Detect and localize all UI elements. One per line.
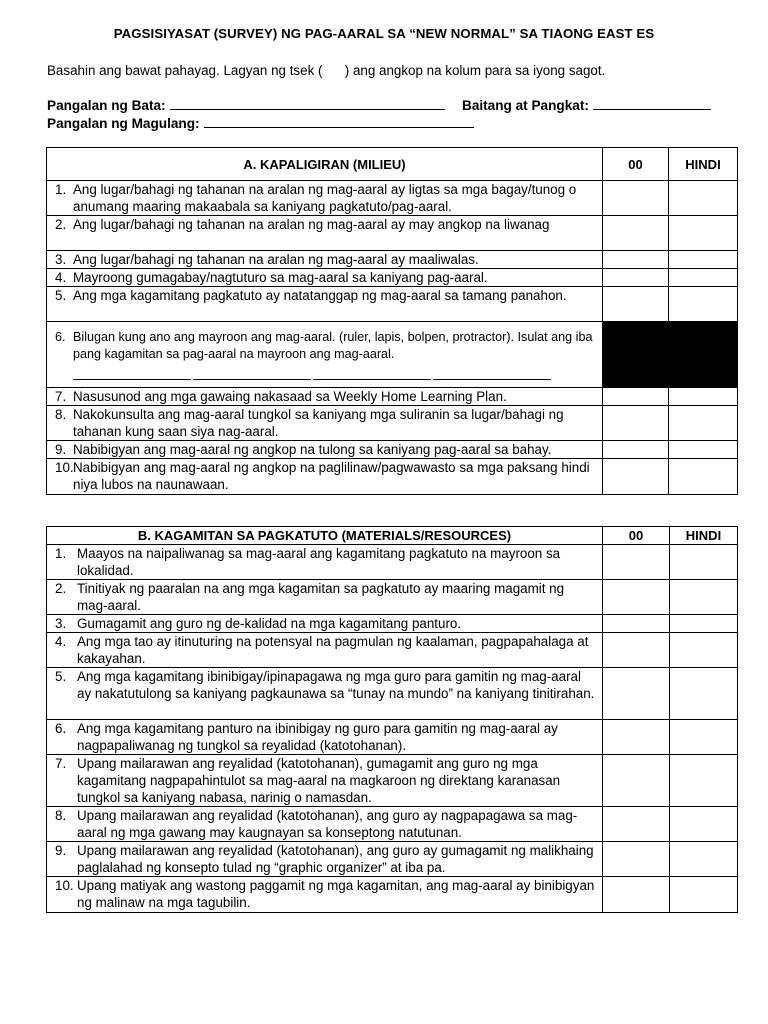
table-row	[47, 755, 738, 807]
table-row	[47, 441, 738, 459]
item-text: Ang lugar/bahagi ng tahanan na aralan ng mag-aaral ay maaliwalas.	[73, 252, 479, 267]
table-row	[47, 545, 738, 580]
item-text: Upang mailarawan ang reyalidad (katotohanan), gumagamit ang guro ng mga kagamitang nagpapahintulot sa mag-aaral na magkaroon ng direktang karanasan tungkol sa kaniyang nabasa, narinig o namasdan.	[77, 756, 561, 805]
section-a-table	[46, 147, 738, 495]
blank-line[interactable]	[73, 365, 191, 380]
oo-checkbox-cell[interactable]	[603, 269, 669, 287]
table-row	[47, 633, 738, 668]
item-number: 8.	[55, 407, 67, 422]
item-text: Ang lugar/bahagi ng tahanan na aralan ng mag-aaral ay ligtas sa mga bagay/tunog o anumang maaring makaabala sa kaniyang pagkatuto/pag-aaral.	[73, 182, 577, 214]
item-text: Ang mga kagamitang ibinibigay/ipinapagawa ng mga guro para gamitin ng mag-aaral ay nakatutulong sa kaniyang pagkaunawa sa “tunay na mundo” na kaniyang tinitirahan.	[77, 669, 595, 701]
table-row	[47, 251, 738, 269]
item-number: 4.	[55, 634, 67, 649]
hindi-checkbox-cell[interactable]	[669, 287, 738, 322]
oo-checkbox-cell[interactable]	[603, 459, 669, 495]
hindi-checkbox-cell[interactable]	[669, 181, 738, 216]
oo-checkbox-cell[interactable]	[603, 633, 670, 668]
blank-line[interactable]	[433, 365, 551, 380]
table-row	[47, 181, 738, 216]
col-hindi-header: HINDI	[669, 148, 738, 181]
grade-section-label: Baitang at Pangkat:	[462, 98, 589, 113]
item-number: 10.	[55, 460, 74, 475]
table-row	[47, 322, 738, 388]
table-row	[47, 216, 738, 251]
oo-checkbox-cell[interactable]	[603, 388, 669, 406]
hindi-checkbox-cell[interactable]	[670, 807, 738, 842]
parent-name-field	[47, 114, 474, 131]
hindi-checkbox-cell[interactable]	[669, 269, 738, 287]
item-number: 5.	[55, 288, 67, 303]
table-row	[47, 406, 738, 441]
oo-checkbox-cell[interactable]	[603, 287, 669, 322]
parent-name-label: Pangalan ng Magulang:	[47, 116, 200, 131]
item-number: 9.	[55, 442, 67, 457]
item-number: 1.	[55, 546, 67, 561]
section-a-header-row	[47, 148, 738, 181]
hindi-checkbox-cell[interactable]	[669, 459, 738, 495]
hindi-checkbox-cell[interactable]	[670, 633, 738, 668]
item-text: Upang matiyak ang wastong paggamit ng mga kagamitan, ang mag-aaral ay binibigyan ng malinaw na mga tagubilin.	[77, 878, 595, 910]
item-number: 2.	[55, 217, 67, 232]
section-b-table	[46, 526, 738, 913]
oo-checkbox-cell[interactable]	[603, 441, 669, 459]
instructions: Basahin ang bawat pahayag. Lagyan ng tsek ( ) ang angkop na kolum para sa iyong sagot.	[47, 63, 606, 78]
hindi-checkbox-cell[interactable]	[669, 388, 738, 406]
grade-section-input[interactable]	[593, 96, 711, 110]
item-number: 4.	[55, 270, 67, 285]
item-text: Nakokunsulta ang mag-aaral tungkol sa kaniyang mga suliranin sa lugar/bahagi ng tahanan kung saan siya nag-aaral.	[73, 407, 564, 439]
hindi-checkbox-cell[interactable]	[670, 545, 738, 580]
item-text: Upang mailarawan ang reyalidad (katotohanan), ang guro ay nagpapagawa sa mag-aaral ng mga gawang may kaugnayan sa konseptong natutunan.	[77, 808, 578, 840]
item-text: Mayroong gumagabay/nagtuturo sa mag-aaral sa kaniyang pag-aaral.	[73, 270, 488, 285]
item-number: 3.	[55, 616, 67, 631]
hindi-checkbox-cell[interactable]	[669, 216, 738, 251]
col-oo-header: 00	[603, 148, 669, 181]
oo-checkbox-cell[interactable]	[603, 668, 670, 720]
oo-checkbox-cell[interactable]	[603, 545, 670, 580]
blank-line[interactable]	[313, 365, 431, 380]
oo-checkbox-cell[interactable]	[603, 181, 669, 216]
table-row	[47, 459, 738, 495]
table-row	[47, 668, 738, 720]
table-row	[47, 807, 738, 842]
oo-checkbox-cell[interactable]	[603, 615, 670, 633]
item-number: 6.	[55, 330, 66, 344]
parent-name-input[interactable]	[204, 114, 474, 128]
item-text: Maayos na naipaliwanag sa mag-aaral ang kagamitang pagkatuto na mayroon sa lokalidad.	[77, 546, 561, 578]
table-row	[47, 287, 738, 322]
section-a-heading: A. KAPALIGIRAN (MILIEU)	[47, 148, 603, 181]
item-number: 2.	[55, 581, 67, 596]
table-row	[47, 877, 738, 913]
item-text: Nabibigyan ang mag-aaral ng angkop na tulong sa kaniyang pag-aaral sa bahay.	[73, 442, 552, 457]
child-name-input[interactable]	[170, 96, 445, 110]
item-number: 10.	[55, 878, 74, 893]
oo-checkbox-cell[interactable]	[603, 807, 670, 842]
item-text: Ang lugar/bahagi ng tahanan na aralan ng mag-aaral ay may angkop na liwanag	[73, 217, 550, 232]
write-in-blanks	[73, 365, 598, 380]
oo-checkbox-cell[interactable]	[603, 755, 670, 807]
item-text: Bilugan kung ano ang mayroon ang mag-aaral. (ruler, lapis, bolpen, protractor). Isulat ang iba pang kagamitan sa pag-aaral na mayroon ang mag-aaral.	[73, 330, 593, 361]
oo-checkbox-cell[interactable]	[603, 251, 669, 269]
table-row	[47, 388, 738, 406]
oo-checkbox-cell[interactable]	[603, 842, 670, 877]
item-number: 7.	[55, 389, 67, 404]
item-number: 7.	[55, 756, 67, 771]
hindi-checkbox-cell[interactable]	[670, 668, 738, 720]
item-number: 8.	[55, 808, 67, 823]
section-b-heading: B. KAGAMITAN SA PAGKATUTO (MATERIALS/RESOURCES)	[47, 527, 603, 545]
hindi-checkbox-cell[interactable]	[669, 251, 738, 269]
hindi-checkbox-cell[interactable]	[670, 842, 738, 877]
col-oo-header: 00	[603, 527, 670, 545]
hindi-checkbox-cell[interactable]	[669, 441, 738, 459]
item-text: Nabibigyan ang mag-aaral ng angkop na paglilinaw/pagwawasto sa mga paksang hindi niya lubos na naunawaan.	[73, 460, 590, 492]
hindi-checkbox-cell[interactable]	[670, 580, 738, 615]
oo-checkbox-cell[interactable]	[603, 580, 670, 615]
grade-section-field	[462, 96, 711, 113]
item-text: Ang mga tao ay itinuturing na potensyal na pagmulan ng kaalaman, pagpapahalaga at kakayahan.	[77, 634, 589, 666]
item-text: Upang mailarawan ang reyalidad (katotohanan), ang guro ay gumagamit ng malikhaing paglalahad ng konsepto tulad ng “graphic organizer” at iba pa.	[77, 843, 594, 875]
item-text: Tinitiyak ng paaralan na ang mga kagamitan sa pagkatuto ay maaring magamit ng mag-aaral.	[77, 581, 565, 613]
section-b-header-row	[47, 527, 738, 545]
hindi-checkbox-cell[interactable]	[670, 877, 738, 913]
child-name-field	[47, 96, 445, 113]
hindi-checkbox-cell[interactable]	[669, 406, 738, 441]
hindi-checkbox-cell[interactable]	[670, 755, 738, 807]
table-row	[47, 269, 738, 287]
item-number: 5.	[55, 669, 67, 684]
col-hindi-header: HINDI	[670, 527, 738, 545]
oo-checkbox-cell[interactable]	[603, 406, 669, 441]
item-text: Ang mga kagamitang pagkatuto ay natatanggap ng mag-aaral sa tamang panahon.	[73, 288, 567, 303]
item-number: 6.	[55, 721, 67, 736]
document-title: PAGSISIYASAT (SURVEY) NG PAG-AARAL SA “NEW NORMAL” SA TIAONG EAST ES	[113, 26, 655, 41]
hindi-checkbox-cell[interactable]	[670, 615, 738, 633]
table-row	[47, 615, 738, 633]
table-row	[47, 842, 738, 877]
child-name-label: Pangalan ng Bata:	[47, 98, 166, 113]
item-number: 1.	[55, 182, 67, 197]
item-number: 3.	[55, 252, 67, 267]
table-row	[47, 720, 738, 755]
item-text: Gumagamit ang guro ng de-kalidad na mga kagamitang panturo.	[77, 616, 462, 631]
hindi-checkbox-cell[interactable]	[670, 720, 738, 755]
oo-checkbox-cell[interactable]	[603, 720, 670, 755]
blank-line[interactable]	[193, 365, 311, 380]
table-row	[47, 580, 738, 615]
item-number: 9.	[55, 843, 67, 858]
oo-checkbox-cell[interactable]	[603, 216, 669, 251]
item-text: Nasusunod ang mga gawaing nakasaad sa Weekly Home Learning Plan.	[73, 389, 507, 404]
item-text: Ang mga kagamitang panturo na ibinibigay ng guro para gamitin ng mag-aaral ay nagpapaliwanag ng tungkol sa reyalidad (katotohanan).	[77, 721, 558, 753]
oo-checkbox-cell[interactable]	[603, 877, 670, 913]
blacked-out-cell	[603, 322, 738, 388]
